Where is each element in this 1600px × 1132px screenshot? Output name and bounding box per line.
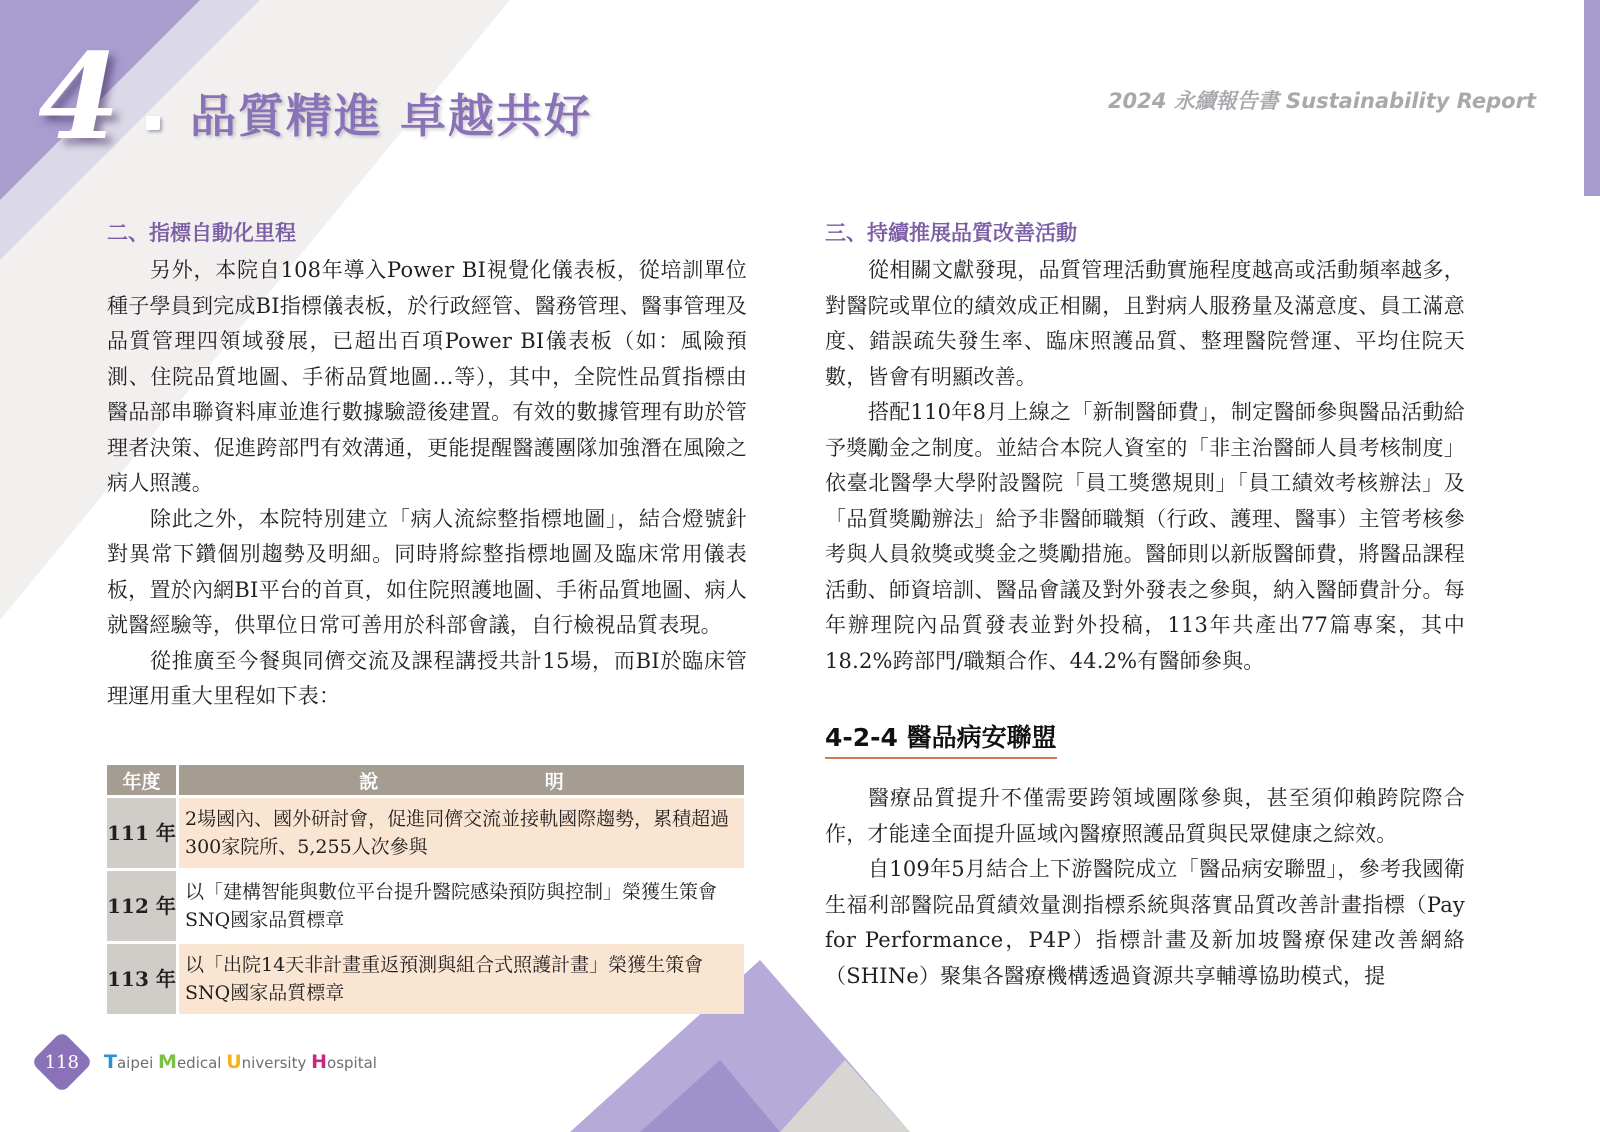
report-title: 2024 永續報告書 Sustainability Report: [1107, 89, 1536, 113]
paragraph: 醫療品質提升不僅需要跨領域團隊參與，甚至須仰賴跨院際合作，才能達全面提升區域內醫療照護品質與民眾健康之綜效。: [825, 786, 1465, 846]
header-description: 說 明: [179, 765, 744, 795]
section-heading-quality-improvement: 三、持續推展品質改善活動: [825, 221, 1077, 245]
chapter-dot: [146, 116, 160, 130]
row-description: 以「出院14天非計畫重返預測與組合式照護計畫」榮獲生策會SNQ國家品質標章: [179, 944, 744, 1014]
section-heading-kpi-automation: 二、指標自動化里程: [107, 221, 296, 245]
table-row: [107, 944, 744, 1014]
paragraph: 另外，本院自108年導入Power BI視覺化儀表板，從培訓單位種子學員到完成BI指標儀表板，於行政經管、醫務管理、醫事管理及品質管理四領域發展，已超出百項Power BI儀表板（如：風險預測、住院品質地圖、手術品質地圖…等），其中，全院性品質指標由醫品部串聯資料庫並進行數據驗證後建置。有效的數據管理有助於管理者決策、促進跨部門有效溝通，更能提醒醫護團隊加強潛在風險之病人照護。: [107, 258, 747, 495]
table-row: [107, 798, 744, 868]
row-year: 113 年: [107, 944, 179, 1014]
row-year: 112 年: [107, 871, 179, 941]
row-description: 2場國內、國外研討會，促進同儕交流並接軌國際趨勢，累積超過300家院所、5,255人次參與: [179, 798, 744, 868]
milestone-table: [107, 762, 744, 1017]
page-number: 118: [44, 1051, 80, 1073]
chapter-number: 4: [38, 27, 121, 166]
hospital-name: Taipei Medical University Hospital: [104, 1051, 377, 1073]
edge-tab: [1584, 0, 1600, 196]
row-description: 以「建構智能與數位平台提升醫院感染預防與控制」榮獲生策會SNQ國家品質標章: [179, 871, 744, 941]
header-year: 年度: [107, 765, 179, 795]
page-footer: [40, 1040, 377, 1084]
page-number-badge: [31, 1031, 93, 1093]
paragraph: 從相關文獻發現，品質管理活動實施程度越高或活動頻率越多，對醫院或單位的績效成正相關，且對病人服務量及滿意度、員工滿意度、錯誤疏失發生率、臨床照護品質、整理醫院營運、平均住院天數，皆會有明顯改善。: [825, 258, 1465, 389]
table-row: [107, 871, 744, 941]
right-column: [825, 218, 1465, 994]
row-year: 111 年: [107, 798, 179, 868]
paragraph: 自109年5月結合上下游醫院成立「醫品病安聯盟」，參考我國衛生福利部醫院品質績效量測指標系統與落實品質改善計畫指標（Pay for Performance，P4P）指標計畫及新加坡醫療保建改善網絡（SHINe）聚集各醫療機構透過資源共享輔導協助模式，提: [825, 857, 1465, 988]
subsection-heading-alliance: 4-2-4 醫品病安聯盟: [825, 721, 1057, 759]
paragraph: 搭配110年8月上線之「新制醫師費」，制定醫師參與醫品活動給予獎勵金之制度。並結合本院人資室的「非主治醫師人員考核制度」依臺北醫學大學附設醫院「員工獎懲規則」「員工績效考核辦法」及「品質獎勵辦法」給予非醫師職類（行政、護理、醫事）主管考核參考與人員敘獎或獎金之獎勵措施。醫師則以新版醫師費，將醫品課程活動、師資培訓、醫品會議及對外發表之參與，納入醫師費計分。每年辦理院內品質發表並對外投稿，113年共產出77篇專案，其中18.2%跨部門/職類合作、44.2%有醫師參與。: [825, 400, 1465, 673]
table-header-row: [107, 765, 744, 795]
left-column: [107, 218, 747, 715]
paragraph: 從推廣至今餐與同儕交流及課程講授共計15場，而BI於臨床管理運用重大里程如下表：: [107, 648, 747, 708]
chapter-title: 品質精進 卓越共好: [190, 89, 593, 143]
paragraph: 除此之外，本院特別建立「病人流綜整指標地圖」，結合燈號針對異常下鑽個別趨勢及明細。同時將綜整指標地圖及臨床常用儀表板，置於內網BI平台的首頁，如住院照護地圖、手術品質地圖、病人就醫經驗等，供單位日常可善用於科部會議，自行檢視品質表現。: [107, 506, 747, 637]
